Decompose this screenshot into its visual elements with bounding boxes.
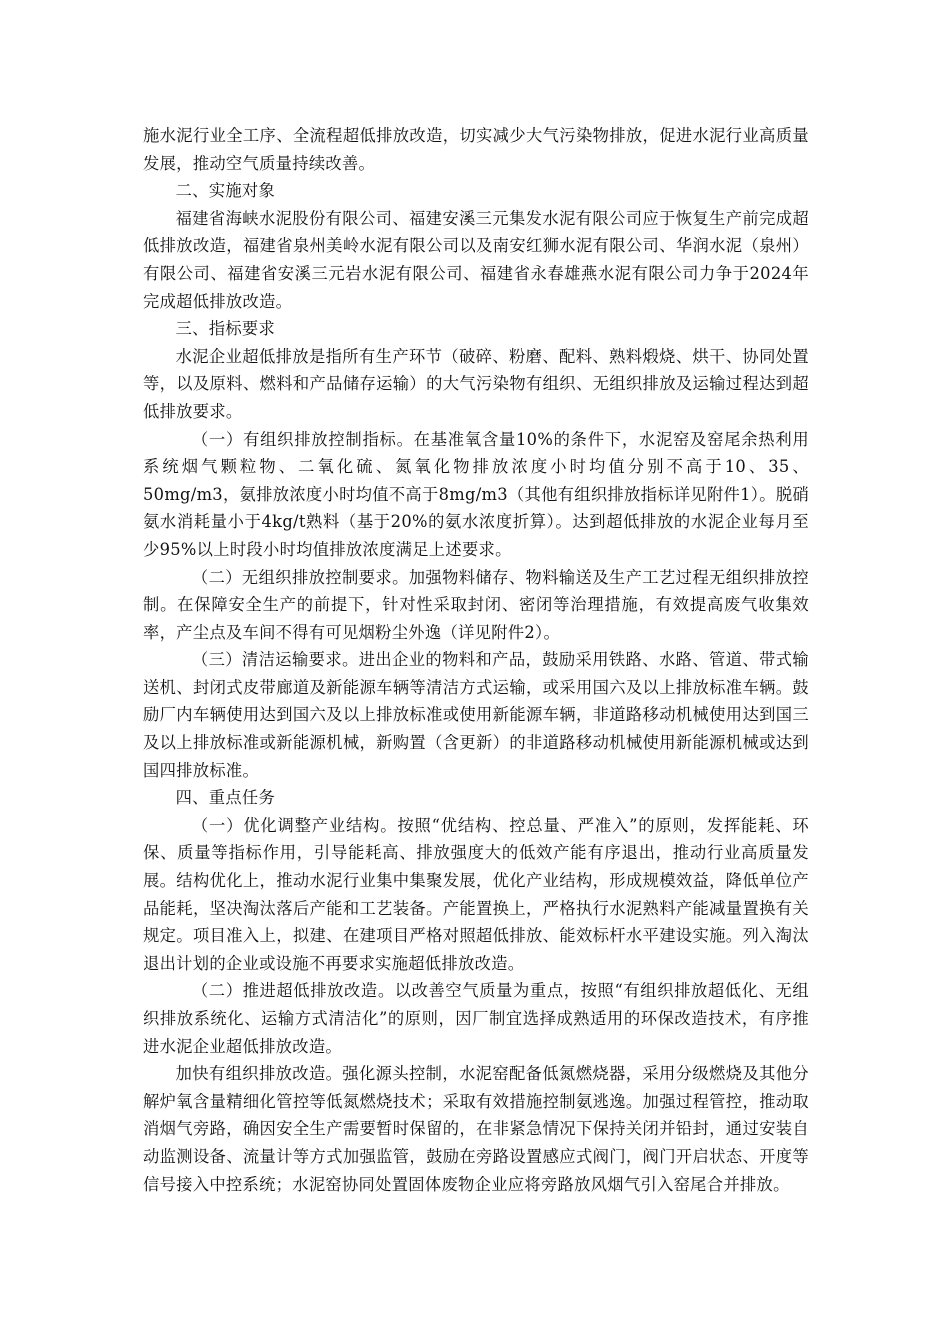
paragraph-clean-transport: （三）清洁运输要求。进出企业的物料和产品，鼓励采用铁路、水路、管道、带式输送机、封闭式皮带廊道及新能源车辆等清洁方式运输，或采用国六及以上排放标准车辆。鼓励厂内车辆使用达到国六及以上排放标准或使用新能源车辆，非道路移动机械使用达到国三及以上排放标准或新能源机械，新购置（含更新）的非道路移动机械使用新能源机械或达到国四排放标准。 (143, 650, 809, 780)
section-heading-2: 二、实施对象 (175, 181, 276, 201)
paragraph-industry-structure: （一）优化调整产业结构。按照“优结构、控总量、严准入”的原则，发挥能耗、环保、质量等指标作用，引导能耗高、排放强度大的低效产能有序退出，推动行业高质量发展。结构优化上，推动水泥行业集中集聚发展，优化产业结构，形成规模效益，降低单位产品能耗，坚决淘汰落后产能和工艺装备。产能置换上，严格执行水泥熟料产能减量置换有关规定。项目准入上，拟建、在建项目严格对照超低排放、能效标杆水平建设实施。列入淘汰退出计划的企业或设施不再要求实施超低排放改造。 (143, 815, 809, 973)
section-heading-3: 三、指标要求 (175, 319, 276, 339)
paragraph-fugitive-emission: （二）无组织排放控制要求。加强物料储存、物料输送及生产工艺过程无组织排放控制。在保障安全生产的前提下，针对性采取封闭、密闭等治理措施，有效提高废气收集效率，产尘点及车间不得有可见烟粉尘外逸（详见附件2）。 (143, 567, 809, 642)
document-body (143, 122, 809, 1198)
paragraph-continuation: 施水泥行业全工序、全流程超低排放改造，切实减少大气污染物排放，促进水泥行业高质量发展，推动空气质量持续改善。 (143, 126, 809, 173)
paragraph-definition: 水泥企业超低排放是指所有生产环节（破碎、粉磨、配料、熟料煅烧、烘干、协同处置等，以及原料、燃料和产品储存运输）的大气污染物有组织、无组织排放及运输过程达到超低排放要求。 (143, 346, 809, 421)
paragraph-ultra-low-retrofit: （二）推进超低排放改造。以改善空气质量为重点，按照“有组织排放超低化、无组织排放系统化、运输方式清洁化”的原则，因厂制宜选择成熟适用的环保改造技术，有序推进水泥企业超低排放改造。 (143, 981, 809, 1056)
paragraph-organized-emission: （一）有组织排放控制指标。在基准氧含量10%的条件下，水泥窑及窑尾余热利用系统烟气颗粒物、二氧化硫、氮氧化物排放浓度小时均值分别不高于10、35、50mg/m3，氨排放浓度小时均值不高于8mg/m3（其他有组织排放指标详见附件1）。脱硝氨水消耗量小于4kg/t熟料（基于20%的氨水浓度折算）。达到超低排放的水泥企业每月至少95%以上时段小时均值排放浓度满足上述要求。 (143, 429, 809, 559)
paragraph-organized-retrofit: 加快有组织排放改造。强化源头控制，水泥窑配备低氮燃烧器，采用分级燃烧及其他分解炉氧含量精细化管控等低氮燃烧技术；采取有效措施控制氨逃逸。加强过程管控，推动取消烟气旁路，确因安全生产需要暂时保留的，在非紧急情况下保持关闭并铅封，通过安装自动监测设备、流量计等方式加强监管，鼓励在旁路设置感应式阀门，阀门开启状态、开度等信号接入中控系统；水泥窑协同处置固体废物企业应将旁路放风烟气引入窑尾合并排放。 (143, 1064, 809, 1194)
section-heading-4: 四、重点任务 (175, 788, 276, 808)
paragraph-targets: 福建省海峡水泥股份有限公司、福建安溪三元集发水泥有限公司应于恢复生产前完成超低排放改造，福建省泉州美岭水泥有限公司以及南安红狮水泥有限公司、华润水泥（泉州）有限公司、福建省安溪三元岩水泥有限公司、福建省永春雄燕水泥有限公司力争于2024年完成超低排放改造。 (143, 208, 809, 311)
